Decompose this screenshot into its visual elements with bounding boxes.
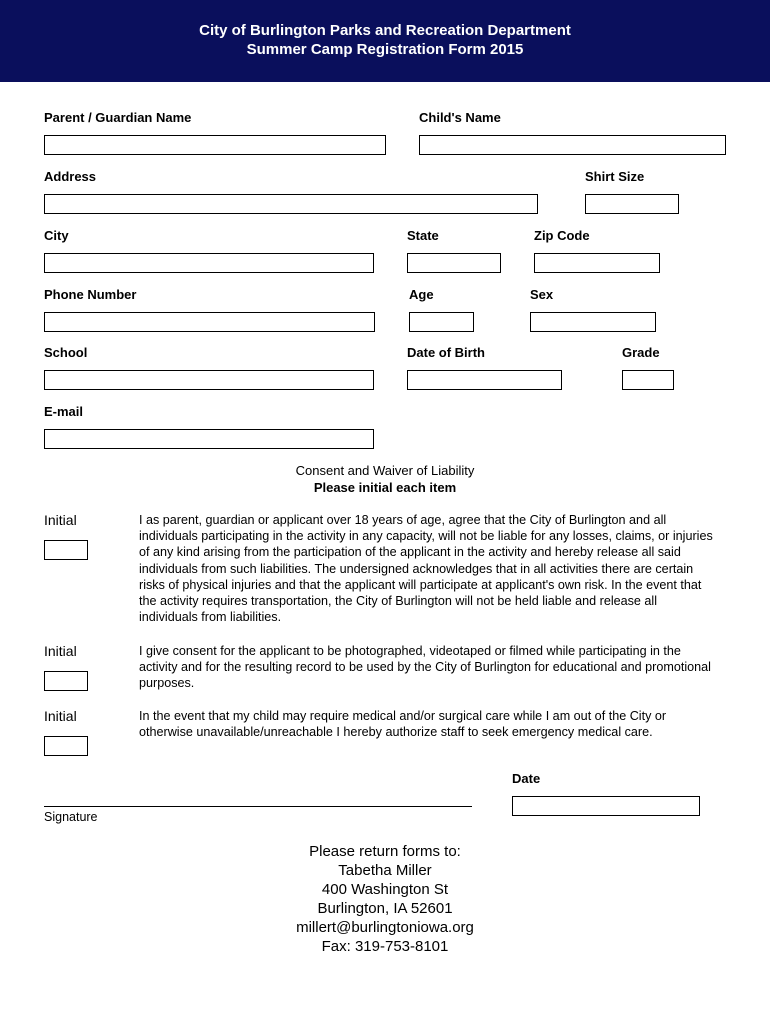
child-name-label: Child's Name	[419, 110, 501, 125]
sex-field[interactable]	[530, 312, 656, 332]
email-field[interactable]	[44, 429, 374, 449]
grade-field[interactable]	[622, 370, 674, 390]
initial-label-3: Initial	[44, 708, 77, 724]
zip-label: Zip Code	[534, 228, 590, 243]
initial-label-2: Initial	[44, 643, 77, 659]
return-heading: Please return forms to:	[309, 843, 461, 860]
signature-label: Signature	[44, 810, 98, 824]
email-label: E-mail	[44, 404, 84, 419]
dob-label: Date of Birth	[407, 345, 485, 360]
phone-label: Phone Number	[44, 287, 137, 302]
zip-field[interactable]	[534, 253, 660, 273]
child-name-field[interactable]	[419, 135, 726, 155]
sex-label: Sex	[530, 287, 554, 302]
shirt-size-field[interactable]	[585, 194, 679, 214]
initial-field-2[interactable]	[44, 671, 88, 691]
date-label: Date	[512, 771, 541, 786]
grade-label: Grade	[622, 345, 660, 360]
age-field[interactable]	[409, 312, 474, 332]
initial-label-1: Initial	[44, 512, 77, 528]
initial-field-1[interactable]	[44, 540, 88, 560]
header-title: City of Burlington Parks and Recreation Department	[199, 22, 571, 39]
consent-item-1: I as parent, guardian or applicant over 18 years of age, agree that the City of Burlington and all individuals participating in the activity in any capacity, will not be liable for any losses, claims, or injuries of any kind arising from the participation of the applicant in the activity and hereby release all said individuals from such liabilities. The undersigned acknowledges that in all activities there are certain risks of physical injuries and that the applicant will participate at applicant's own risk. In the event that the activity requires transportation, the City of Burlington will not be held liable and release all individuals from liabilities.	[139, 513, 713, 625]
parent-name-label: Parent / Guardian Name	[44, 110, 192, 125]
school-label: School	[44, 345, 88, 360]
return-name: Tabetha Miller	[338, 862, 432, 879]
signature-line[interactable]	[44, 806, 472, 807]
return-fax: Fax: 319-753-8101	[321, 938, 449, 955]
form-header	[0, 0, 770, 82]
return-street: 400 Washington St	[321, 881, 449, 898]
phone-field[interactable]	[44, 312, 375, 332]
city-field[interactable]	[44, 253, 374, 273]
return-city: Burlington, IA 52601	[317, 900, 453, 917]
parent-name-field[interactable]	[44, 135, 386, 155]
age-label: Age	[409, 287, 434, 302]
shirt-size-label: Shirt Size	[585, 169, 645, 184]
header-subtitle: Summer Camp Registration Form 2015	[246, 41, 524, 58]
consent-subtitle: Please initial each item	[313, 480, 457, 495]
consent-item-2: I give consent for the applicant to be photographed, videotaped or filmed while participating in the activity and for the resulting record to be used by the City of Burlington for educational and promotional purposes.	[139, 644, 711, 691]
address-field[interactable]	[44, 194, 538, 214]
consent-item-3: In the event that my child may require medical and/or surgical care while I am out of the City or otherwise unavailable/unreachable I hereby authorize staff to seek emergency medical care.	[139, 709, 667, 740]
consent-title: Consent and Waiver of Liability	[295, 463, 475, 478]
address-label: Address	[44, 169, 97, 184]
state-field[interactable]	[407, 253, 501, 273]
city-label: City	[44, 228, 69, 243]
dob-field[interactable]	[407, 370, 562, 390]
return-email: millert@burlingtoniowa.org	[296, 919, 474, 936]
initial-field-3[interactable]	[44, 736, 88, 756]
school-field[interactable]	[44, 370, 374, 390]
date-field[interactable]	[512, 796, 700, 816]
state-label: State	[407, 228, 439, 243]
